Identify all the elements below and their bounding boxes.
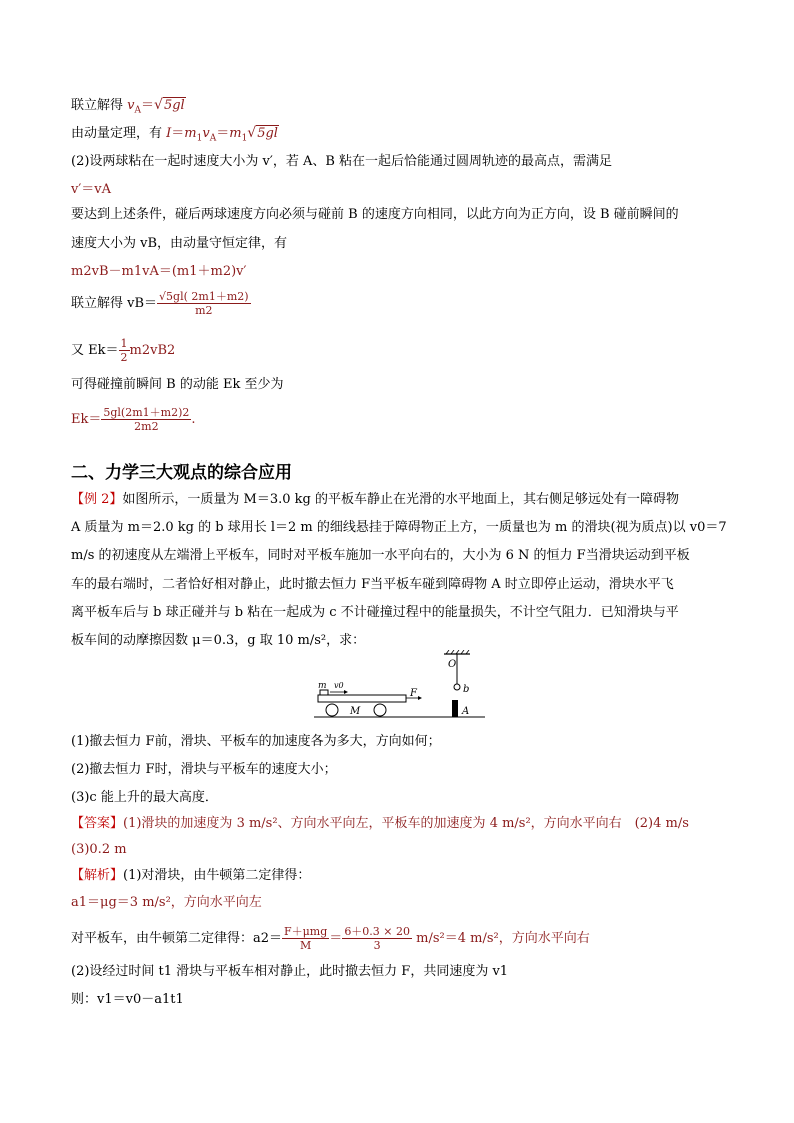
example-line-6: 板车间的动摩擦因数 μ＝0.3，g 取 10 m/s²，求： [71,633,366,648]
eq: ＝ [171,126,185,141]
tail: m/s²＝4 m/s²，方向水平向右 [412,931,590,946]
analysis-line-4: (2)设经过时间 t1 滑块与平板车相对静止，此时撤去恒力 F，共同速度为 v1 [71,964,509,979]
answer-line-2: (3)0.2 m [71,842,127,857]
eq: ＝ [216,126,230,141]
text: 联立解得 vB＝ [71,296,158,311]
var: I [166,126,172,141]
tail: m2vB2 [129,343,176,358]
fraction [157,290,251,317]
label-M: M [350,706,361,717]
label-b: b [463,684,470,695]
analysis-line-2: a1＝μg＝3 m/s²，方向水平向左 [71,895,262,910]
var: v [127,98,135,113]
solution-line-11 [71,406,196,433]
obstacle-A [452,700,458,717]
solution-line-6: 速度大小为 vB，由动量守恒定律，有 [71,236,288,251]
label-v0: v0 [334,681,344,690]
sub: 1 [241,133,248,144]
fraction [101,406,191,433]
solution-line-8 [71,290,251,317]
denominator: 2 [120,351,128,364]
label-O: O [448,659,457,670]
denominator: m2 [195,304,213,317]
text: 由动量定理，有 [71,126,167,141]
question-2: (2)撤去恒力 F时，滑块与平板车的速度大小； [71,762,337,777]
eq: ＝ [141,98,155,113]
solution-line-9 [71,337,175,364]
numerator: 5gl(2m1＋m2)2 [103,406,190,419]
example-line-1 [71,490,679,510]
answer-line-1 [71,814,689,834]
text: 又 Ek＝ [71,343,119,358]
sub: 1 [196,133,203,144]
denominator: 3 [373,939,381,952]
cart-wheel-right [374,704,386,716]
text: Ek＝ [71,412,102,427]
analysis-line-1 [71,866,310,886]
analysis-tag: 【解析】 [71,868,124,883]
answer-text: (1)滑块的加速度为 3 m/s²、方向水平向左，平板车的加速度为 4 m/s²，方向水平向右 (2)4 m/s [123,816,689,831]
fraction-1 [282,925,329,952]
example-line-2: A 质量为 m＝2.0 kg 的 b 球用长 l＝2 m 的细线悬挂于障碍物正上方，一质量也为 m 的滑块(视为质点)以 v0＝7 [71,520,727,535]
radicand: 5gl [163,98,185,113]
tail: . [191,412,196,427]
text: 如图所示，一质量为 M＝3.0 kg 的平板车静止在光滑的水平地面上，其右侧足够远处有一障碍物 [122,492,679,507]
solution-line-2: 由动量定理，有 $I=m_1v_A=m_1√5gl$ [71,125,278,144]
var: m [184,126,197,141]
solution-line-3: (2)设两球粘在一起时速度大小为 v′，若 A、B 粘在一起后恰能通过圆周轨迹的最高点，需满足 [71,154,613,169]
ball-b [454,684,460,690]
label-m: m [318,681,327,691]
eq: ＝ [329,931,343,946]
solution-line-10: 可得碰撞前瞬间 B 的动能 Ek 至少为 [71,377,284,392]
text: 对平板车，由牛顿第二定律得：a2＝ [71,931,283,946]
solution-line-5: 要达到上述条件，碰后两球速度方向必须与碰前 B 的速度方向相同，以此方向为正方向，设 B 碰前瞬间的 [71,207,679,222]
text: 联立解得 [71,98,128,113]
question-3: (3)c 能上升的最大高度． [71,790,218,805]
solution-line-7: m2vB－m1vA＝(m1＋m2)v′ [71,264,247,279]
sub: A [134,105,141,116]
example-line-4: 车的最右端时，二者恰好相对静止，此时撤去恒力 F当平板车碰到障碍物 A 时立即停止运动，滑块水平飞 [71,577,674,592]
text: (1)对滑块，由牛顿第二定律得： [123,868,311,883]
numerator: F＋μmg [284,925,328,938]
v0-arrowhead [344,690,348,694]
cart-wheel-left [326,704,338,716]
solution-line-4: v′＝vA [71,182,112,197]
numerator: √5gl( 2m1＋m2) [159,290,249,303]
example-line-5: 离平板车后与 b 球正碰并与 b 粘在一起成为 c 不计碰撞过程中的能量损失，不计空气阻力．已知滑块与平 [71,605,679,620]
fraction [119,337,130,364]
numerator: 6＋0.3 × 20 [344,925,411,938]
cart-board [318,695,406,702]
sub: A [209,133,217,144]
label-A: A [462,706,470,717]
example-tag: 【例 2】 [71,492,123,507]
physics-figure [310,650,490,726]
var: m [229,126,242,141]
label-F: F [410,688,417,699]
section-heading: 二、力学三大观点的综合应用 [71,463,292,483]
var: v [202,126,210,141]
analysis-line-5: 则：v1＝v0－a1t1 [71,992,184,1007]
fraction-2 [342,925,412,952]
example-line-3: m/s 的初速度从左端滑上平板车，同时对平板车施加一水平向右的，大小为 6 N 的恒力 F当滑块运动到平板 [71,548,690,563]
analysis-line-3 [71,925,590,952]
numerator: 1 [120,337,128,350]
radicand: 5gl [257,126,278,141]
force-arrowhead [418,696,422,700]
denominator: M [300,939,312,952]
denominator: 2m2 [134,420,159,433]
answer-tag: 【答案】 [71,816,124,831]
solution-line-1: 联立解得 $v_A=√5gl$ [71,97,185,116]
question-1: (1)撤去恒力 F前，滑块、平板车的加速度各为多大，方向如何； [71,734,441,749]
